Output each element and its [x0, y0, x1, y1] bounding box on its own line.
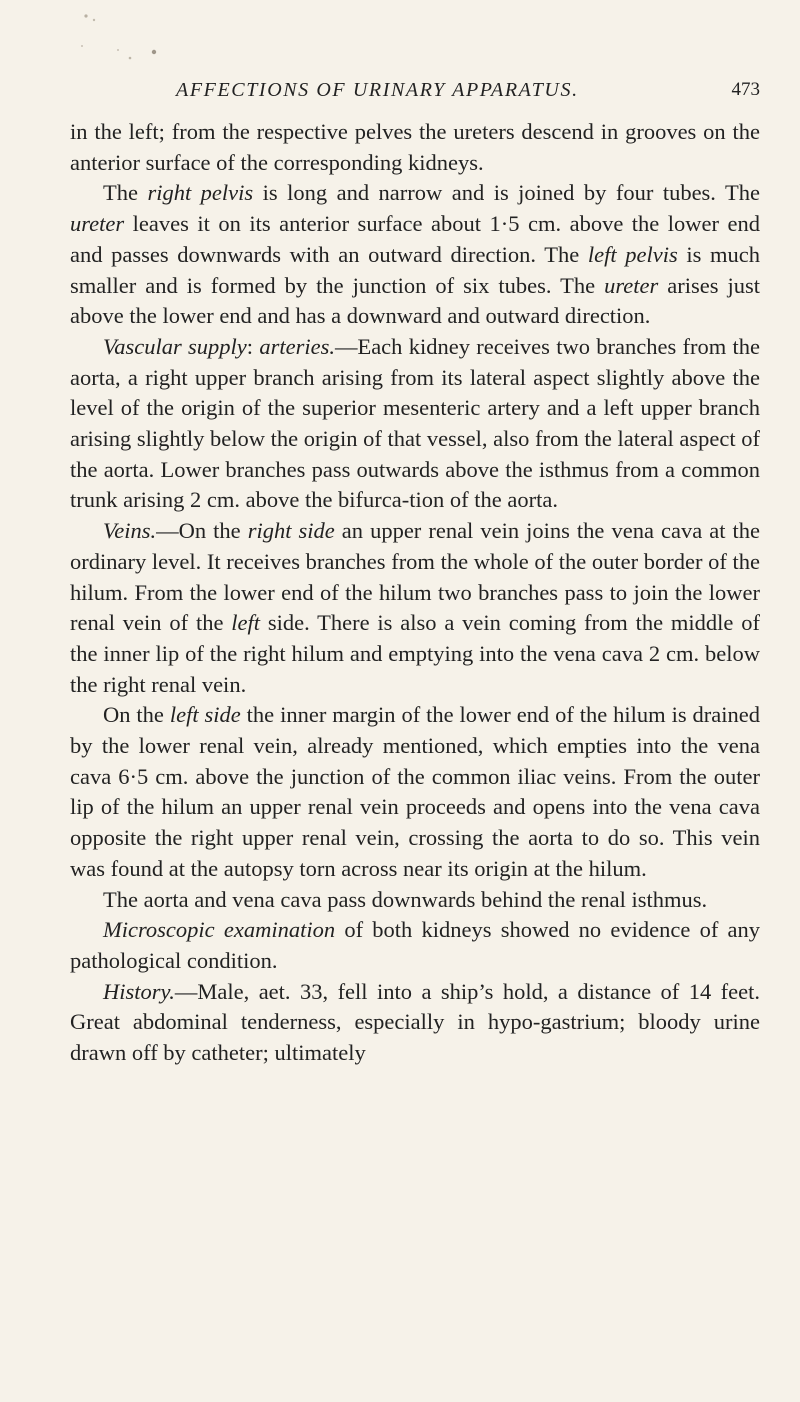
- paragraph-history: History.—Male, aet. 33, fell into a ship’s hold, a distance of 14 feet. Great abdominal tenderness, especially in hypo-gastrium; bloody urine drawn off by catheter; ultimately: [70, 978, 760, 1066]
- paragraph-aorta: The aorta and vena cava pass downwards behind the renal isthmus.: [103, 886, 708, 912]
- paragraph-2: The right pelvis is long and narrow and is joined by four tubes. The ureter leaves it on its anterior surface about 1·5 cm. above the lower end and passes downwards with an outward direction. The left pelvis is much smaller and is formed by the junction of six tubes. The ureter arises just above the lower end and has a downward and outward direction.: [70, 180, 760, 329]
- paragraph-1: in the left; from the respective pelves the ureters descend in grooves on the anterior surface of the corresponding kidneys.: [70, 119, 760, 175]
- paragraph-microscopic: Microscopic examination of both kidneys showed no evidence of any pathological condition.: [70, 917, 761, 973]
- paragraph-vascular-supply: Vascular supply: arteries.—Each kidney receives two branches from the aorta, a right upper branch arising from its lateral aspect slightly above the level of the origin of the superior mesenteric artery and a left upper branch arising slightly below the origin of that vessel, also from the lateral aspect of the aorta. Lower branches pass outwards above the isthmus from a common trunk arising 2 cm. above the bifurca-tion of the aorta.: [70, 333, 760, 513]
- page-number: 473: [731, 79, 760, 100]
- body-text: [70, 117, 760, 1069]
- paragraph-left-side: On the left side the inner margin of the lower end of the hilum is drained by the lower renal vein, already mentioned, which empties into the vena cava 6·5 cm. above the junction of the common iliac veins. From the outer lip of the hilum an upper renal vein proceeds and opens into the vena cava opposite the right upper renal vein, crossing the aorta to do so. This vein was found at the autopsy torn across near its origin at the hilum.: [70, 702, 760, 881]
- paragraph-veins: Veins.—On the right side an upper renal vein joins the vena cava at the ordinary level. It receives branches from the whole of the outer border of the hilum. From the lower end of the hilum two branches pass to join the lower renal vein of the left side. There is also a vein coming from the middle of the inner lip of the right hilum and emptying into the vena cava 2 cm. below the right renal vein.: [70, 518, 760, 697]
- page-header: [70, 72, 760, 108]
- running-title: AFFECTIONS OF URINARY APPARATUS.: [176, 79, 579, 101]
